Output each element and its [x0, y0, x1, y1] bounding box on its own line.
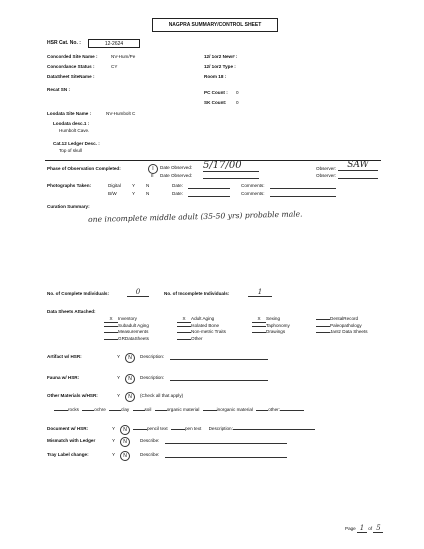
bw-n[interactable]: N	[146, 191, 150, 196]
clay-mark[interactable]	[109, 410, 121, 411]
document-y[interactable]: Y	[112, 426, 116, 431]
type-label: 12/ 1or2 Type :	[204, 64, 236, 69]
ds-subadult-label: Subadult Aging	[118, 322, 149, 328]
ds-jantz-mark	[316, 332, 330, 333]
concorded-site-label: Concorded Site Name :	[47, 54, 98, 59]
bw-date-line[interactable]	[188, 196, 230, 197]
page-number	[345, 525, 383, 533]
title-box	[152, 18, 278, 32]
other-materials-n-circle[interactable]	[125, 392, 135, 402]
ds-other[interactable]	[177, 337, 226, 344]
ds-drawings[interactable]	[252, 330, 290, 337]
incomplete-individuals-label: No. of Incomplete Individuals:	[164, 291, 230, 296]
pc-count-label: PC Count :	[204, 90, 228, 95]
digital-comments-line[interactable]	[270, 188, 336, 189]
soil-label: soil	[144, 407, 152, 412]
other-mark[interactable]	[256, 410, 268, 411]
loodata-site-label: Loodata Site Name :	[47, 111, 92, 116]
of-label: of	[368, 526, 373, 531]
mismatch-n-circle[interactable]	[120, 437, 130, 447]
cat12-ledger-value: Top of skull	[59, 148, 82, 153]
document-row	[133, 427, 315, 432]
other-materials-label: Other Materials w/HSR:	[47, 393, 98, 398]
pc-count-value: 0	[236, 90, 239, 95]
curation-text: one incomplete middle adult (35-50 yrs) probable male.	[87, 209, 303, 224]
ds-subadult-mark	[104, 326, 118, 327]
fauna-label: Fauna w/ HSR:	[47, 375, 80, 380]
mismatch-n: N	[120, 437, 130, 447]
document-label: Document w/ HSR:	[47, 426, 89, 431]
new-number-label: 12/ 1or2 New# :	[204, 54, 238, 59]
artifact-desc-line[interactable]	[170, 359, 268, 360]
ds-dental-label: DentalRecord	[330, 316, 359, 321]
of-value: 5	[373, 525, 383, 533]
digital-n[interactable]: N	[146, 183, 150, 188]
tray-desc-line[interactable]	[165, 457, 287, 458]
sk-count-label: SK Count:	[204, 100, 227, 105]
ds-inventory-mark: X	[104, 317, 118, 323]
document-n: N	[120, 425, 130, 435]
page-label: Page	[345, 526, 356, 531]
other-label: other:	[268, 407, 280, 412]
fauna-n: N	[125, 374, 135, 384]
ds-taphonomy-label: Taphonomy	[266, 322, 290, 328]
organic-mark[interactable]	[155, 410, 167, 411]
document-desc-label: Description:	[208, 426, 233, 431]
observer-ii-label: Observer:	[316, 173, 337, 178]
ds-other-label: Other	[191, 335, 203, 341]
hsr-cat-value: 12-2624	[104, 40, 124, 47]
ds-adult-aging-mark: X	[177, 317, 191, 323]
cat12-ledger-label: Cat.12 Ledger Desc. :	[53, 141, 100, 146]
other-line[interactable]	[280, 410, 304, 411]
loodata-desc-value: Humbolt Cave.	[59, 128, 90, 133]
mismatch-label: Mismatch with Ledger	[47, 438, 96, 443]
other-materials-n: N	[125, 392, 135, 402]
ds-col2	[177, 317, 226, 343]
ds-grdatasheets-mark	[104, 339, 118, 340]
sk-count-value: 0	[236, 100, 239, 105]
incomplete-individuals-value: 1	[248, 289, 272, 297]
complete-individuals-value: 0	[127, 289, 149, 297]
ds-col4	[316, 317, 368, 337]
digital-date-label: Date:	[172, 183, 183, 188]
ds-measurements-mark	[104, 332, 118, 333]
ds-isolated-bone-label: Isolated Bone	[191, 322, 220, 328]
inorganic-mark[interactable]	[203, 410, 217, 411]
ds-col1	[104, 317, 149, 343]
ds-isolated-bone-mark	[177, 326, 191, 327]
hsr-cat-label: HSR Cat. No. :	[47, 40, 81, 46]
ds-other-mark	[177, 339, 191, 340]
fauna-n-circle[interactable]	[125, 374, 135, 384]
artifact-desc-label: Description:	[140, 354, 165, 359]
ochre-label: ochre	[94, 407, 106, 412]
loodata-desc-label: Loodata desc.1 :	[53, 121, 90, 126]
bw-comments-label: Comments:	[241, 191, 265, 196]
ds-measurements-label: Measurements	[118, 329, 149, 334]
page-title: NAGPRA SUMMARY/CONTROL SHEET	[168, 22, 262, 28]
artifact-y[interactable]: Y	[117, 354, 121, 359]
fauna-desc-line[interactable]	[170, 380, 268, 381]
soil-mark[interactable]	[133, 410, 145, 411]
ds-taphonomy-mark	[252, 326, 266, 327]
ds-drawings-label: Drawings	[266, 329, 286, 334]
digital-label: Digital	[108, 183, 121, 188]
digital-comments-label: Comments:	[241, 183, 265, 188]
bw-y[interactable]: Y	[132, 191, 136, 196]
complete-individuals-label: No. of Complete Individuals:	[47, 291, 110, 296]
ds-jantz[interactable]	[316, 330, 368, 337]
artifact-label: Artifact w/ HSR:	[47, 354, 82, 359]
bw-comments-line[interactable]	[270, 196, 336, 197]
ochre-mark[interactable]	[82, 410, 94, 411]
materials-row	[54, 408, 304, 413]
concorded-site-value: NV-Hum/Pe	[111, 54, 136, 59]
page-value: 1	[357, 525, 367, 533]
artifact-n: N	[125, 353, 135, 363]
date-observed-ii-line[interactable]	[203, 178, 259, 179]
loodata-site-value: NV-Humbolt C	[106, 111, 136, 116]
tray-desc-label: Describe:	[140, 452, 160, 457]
clay-label: clay	[121, 407, 130, 412]
document-n-circle[interactable]	[120, 425, 130, 435]
datasheets-label: Data Sheets Attached:	[47, 309, 96, 314]
fauna-desc-label: Description:	[140, 375, 165, 380]
pencil-mark[interactable]	[133, 429, 147, 430]
rocks-mark[interactable]	[54, 410, 68, 411]
ds-nonmetric-mark	[177, 332, 191, 333]
tray-y[interactable]: Y	[112, 452, 116, 457]
pencil-label: pencil text	[147, 426, 168, 431]
ds-adult-aging-label: Adult Aging	[191, 316, 215, 321]
ds-drawings-mark	[252, 332, 266, 333]
other-materials-y[interactable]: Y	[117, 393, 121, 398]
concordance-status-value: CY	[111, 64, 118, 69]
ds-jantz-label: Jantz Data Sheets	[330, 329, 368, 334]
ds-sexing-mark: X	[252, 317, 266, 323]
recat-sn-label: Recat SN :	[47, 87, 70, 92]
date-observed-i-label: Date Observed:	[160, 165, 193, 170]
tray-n-circle[interactable]	[120, 451, 130, 461]
pen-label: pen text	[184, 426, 202, 431]
phase-label: Phase of Observation Completed:	[47, 166, 121, 171]
mismatch-desc-label: Describe:	[140, 438, 160, 443]
mismatch-desc-line[interactable]	[165, 443, 287, 444]
pen-mark[interactable]	[171, 429, 185, 430]
ds-dental-mark	[316, 319, 330, 320]
hsr-cat-box	[88, 39, 140, 48]
tray-label: Tray Label change:	[47, 452, 89, 457]
datasheet-site-label: DataSheet SiteName :	[47, 74, 95, 79]
organic-label: organic material	[166, 407, 200, 412]
ds-grdatasheets-label: GRDataSheets	[118, 335, 149, 341]
concordance-status-label: Concordance Status :	[47, 64, 95, 69]
document-desc-line[interactable]	[233, 429, 315, 430]
ds-paleopathology-label: Paleopathology	[330, 322, 362, 328]
digital-y[interactable]: Y	[132, 183, 136, 188]
other-materials-note: (Check all that apply)	[140, 393, 184, 398]
ds-col3	[252, 317, 290, 337]
date-observed-ii-label: Date Observed:	[160, 173, 193, 178]
fauna-y[interactable]: Y	[117, 375, 121, 380]
room-label: Room 18 :	[204, 74, 227, 79]
inorganic-label: inorganic material	[216, 407, 253, 412]
curation-label: Curation Summary:	[47, 204, 90, 209]
ds-paleopathology-mark	[316, 326, 330, 327]
bw-label: B/W	[108, 191, 117, 196]
date-observed-value: 5/17/00	[203, 161, 259, 172]
phase-i-value: I	[148, 164, 158, 174]
observer-value: SAW	[338, 161, 378, 171]
tray-n: N	[120, 451, 130, 461]
digital-date-line[interactable]	[188, 188, 230, 189]
ds-nonmetric-label: Non-metric Traits	[191, 329, 226, 334]
artifact-n-circle[interactable]	[125, 353, 135, 363]
photographs-label: Photographs Taken:	[47, 183, 92, 188]
ds-sexing-label: Sexing	[266, 316, 281, 321]
ds-inventory-label: Inventory	[118, 316, 137, 321]
rocks-label: rocks	[68, 407, 79, 412]
bw-date-label: Date:	[172, 191, 183, 196]
observer-label: Observer:	[316, 166, 337, 171]
phase-ii-label: II	[151, 173, 154, 178]
ds-grdatasheets[interactable]	[104, 337, 149, 344]
mismatch-y[interactable]: Y	[112, 438, 116, 443]
observer-ii-line[interactable]	[338, 178, 378, 179]
